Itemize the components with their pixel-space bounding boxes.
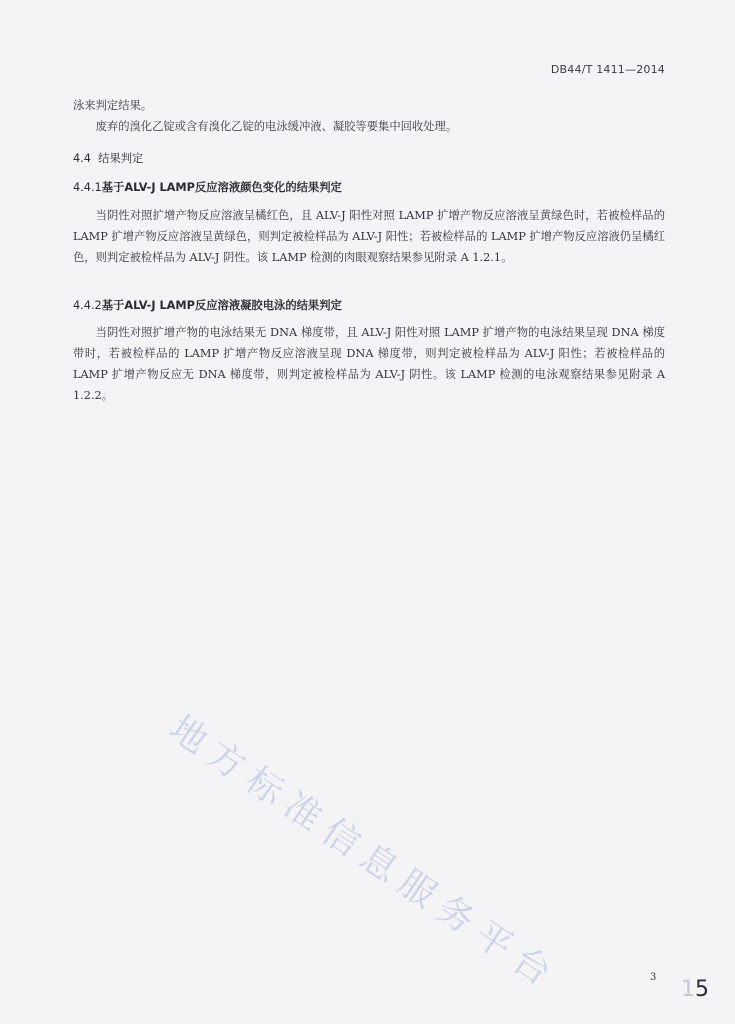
stamp-number: 5	[695, 977, 709, 1002]
color-judgement-paragraph: 当阴性对照扩增产物反应溶液呈橘红色，且 ALV-J 阳性对照 LAMP 扩增产物反应溶液呈黄绿色时，若被检样品的 LAMP 扩增产物反应溶液呈黄绿色，则判定被检样品为 ALV-J 阳性；若被检样品的 LAMP 扩增产物反应溶液仍呈橘红色，则判定被检样品为 ALV-J 阴性。该 LAMP 检测的肉眼观察结果参见附录 A 1.2.1。	[73, 209, 665, 264]
section-title: 结果判定	[98, 152, 144, 165]
subsection-title-2: 基于ALV-J LAMP反应溶液凝胶电泳的结果判定	[101, 299, 342, 312]
continuation-line: 泳来判定结果。	[73, 99, 153, 112]
subsection-number-2: 4.4.2	[73, 299, 102, 312]
subsection-body-2	[73, 322, 665, 406]
electrophoresis-judgement-paragraph: 当阴性对照扩增产物的电泳结果无 DNA 梯度带，且 ALV-J 阳性对照 LAMP 扩增产物的电泳结果呈现 DNA 梯度带时，若被检样品的 LAMP 扩增产物反应溶液呈现 DNA 梯度带，则判定被检样品为 ALV-J 阳性；若被检样品的 LAMP 扩增产物反应无 DNA 梯度带，则判定被检样品为 ALV-J 阴性。该 LAMP 检测的电泳观察结果参见附录 A 1.2.2。	[73, 326, 665, 402]
subsection-heading-2	[73, 297, 342, 313]
watermark-text: 地方标准信息服务平台	[161, 707, 567, 1000]
standard-code: DB44/T 1411—2014	[550, 63, 665, 76]
subsection-title-1: 基于ALV-J LAMP反应溶液颜色变化的结果判定	[101, 181, 342, 194]
section-heading	[73, 150, 143, 166]
subsection-heading-1	[73, 179, 342, 195]
subsection-number-1: 4.4.1	[73, 181, 102, 194]
stamp-page-number	[681, 977, 709, 1002]
subsection-body-1	[73, 205, 665, 268]
stamp-prefix: 1	[681, 977, 695, 1002]
continuation-text	[73, 95, 665, 137]
page-number: 3	[650, 972, 657, 983]
section-number: 4.4	[73, 152, 91, 165]
waste-disposal-paragraph: 废弃的溴化乙锭或含有溴化乙锭的电泳缓冲液、凝胶等要集中回收处理。	[95, 120, 458, 133]
